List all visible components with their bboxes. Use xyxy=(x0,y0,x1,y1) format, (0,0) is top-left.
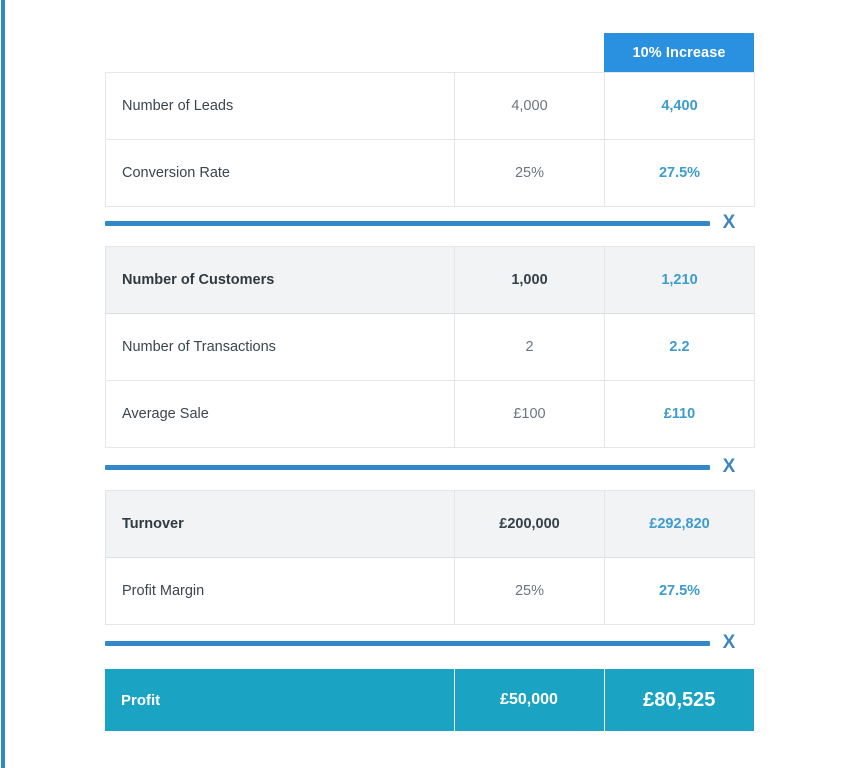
multiply-icon: X xyxy=(722,212,736,233)
separator-bar xyxy=(105,221,710,226)
separator-bar xyxy=(105,641,710,646)
customers-table xyxy=(105,246,755,448)
multiply-icon: X xyxy=(722,456,736,477)
block-separator xyxy=(105,212,754,238)
table-row xyxy=(106,381,755,448)
row-increase-value: 4,400 xyxy=(605,73,755,140)
leads-table xyxy=(105,72,755,207)
profit-table xyxy=(105,668,754,732)
row-label: Number of Customers xyxy=(106,247,455,314)
row-increase-value: 2.2 xyxy=(605,314,755,381)
row-increase-value: 27.5% xyxy=(605,558,755,625)
table-row xyxy=(105,669,754,732)
row-label: Profit xyxy=(105,669,454,732)
row-label: Average Sale xyxy=(106,381,455,448)
row-base-value: 25% xyxy=(455,140,605,207)
row-label: Number of Transactions xyxy=(106,314,455,381)
row-base-value: £100 xyxy=(455,381,605,448)
row-increase-value: 27.5% xyxy=(605,140,755,207)
row-base-value: 25% xyxy=(455,558,605,625)
row-base-value: £200,000 xyxy=(455,491,605,558)
increase-column-header: 10% Increase xyxy=(604,33,754,72)
block-separator xyxy=(105,632,754,658)
separator-bar xyxy=(105,465,710,470)
table-row xyxy=(106,140,755,207)
row-increase-value: £80,525 xyxy=(604,669,754,732)
row-base-value: 4,000 xyxy=(455,73,605,140)
block-separator xyxy=(105,456,754,482)
row-label: Number of Leads xyxy=(106,73,455,140)
table-row xyxy=(106,314,755,381)
row-increase-value: £292,820 xyxy=(605,491,755,558)
table-row xyxy=(106,558,755,625)
row-increase-value: £110 xyxy=(605,381,755,448)
table-row xyxy=(106,491,755,558)
row-base-value: 2 xyxy=(455,314,605,381)
table-row xyxy=(106,73,755,140)
row-label: Conversion Rate xyxy=(106,140,455,207)
row-increase-value: 1,210 xyxy=(605,247,755,314)
row-label: Turnover xyxy=(106,491,455,558)
row-base-value: 1,000 xyxy=(455,247,605,314)
table-row xyxy=(106,247,755,314)
row-base-value: £50,000 xyxy=(454,669,604,732)
multiply-icon: X xyxy=(722,632,736,653)
turnover-table xyxy=(105,490,755,625)
table-header-row xyxy=(105,33,754,72)
row-label: Profit Margin xyxy=(106,558,455,625)
